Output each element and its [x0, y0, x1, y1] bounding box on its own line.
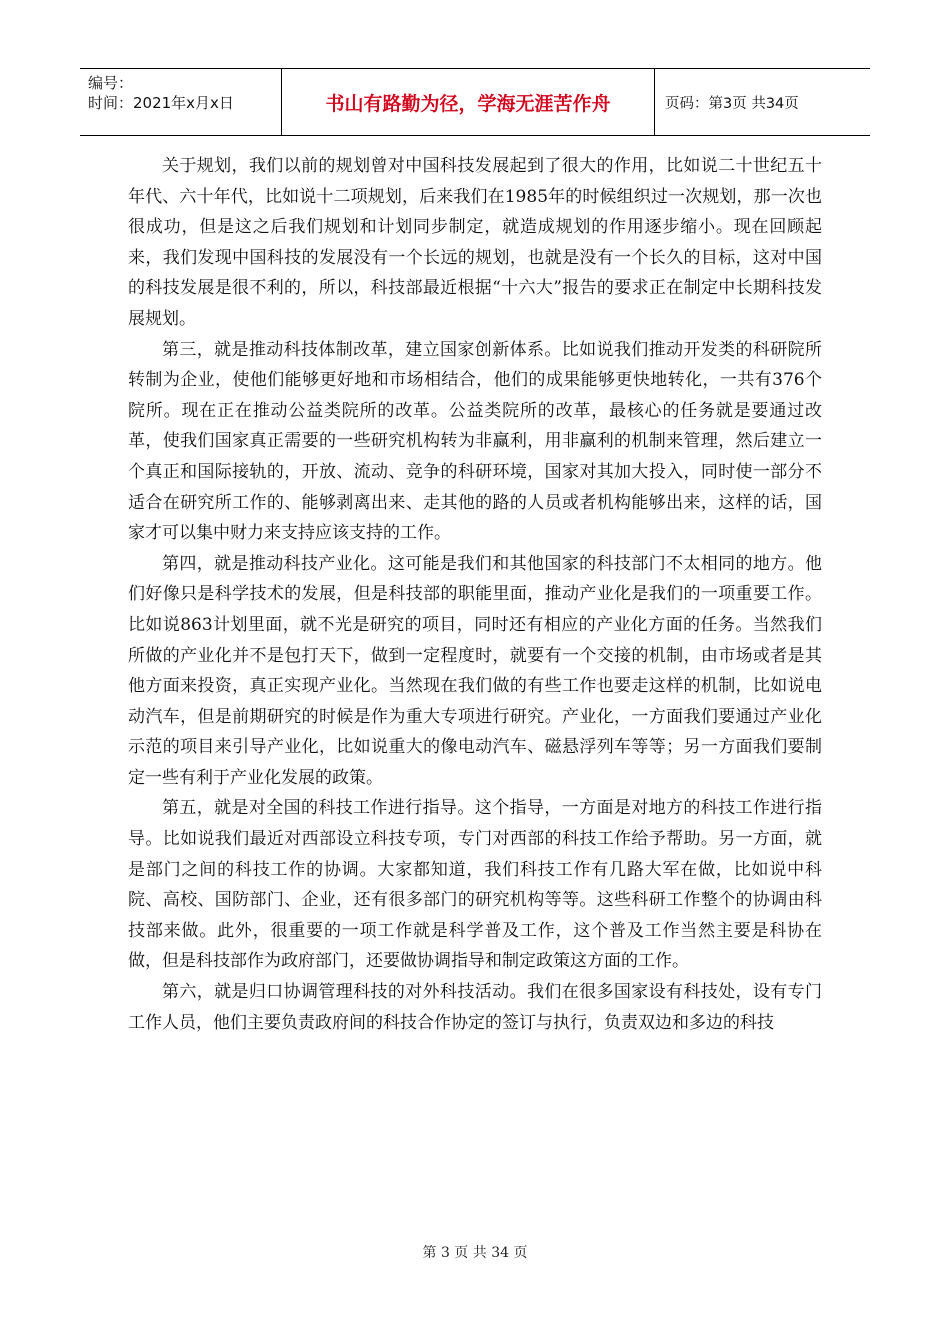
page-footer: 第 3 页 共 34 页: [422, 1245, 528, 1261]
number-label: 编号：: [88, 74, 134, 92]
date-label: 时间：2021年x月x日: [88, 94, 234, 112]
paragraph: 第六，就是归口协调管理科技的对外科技活动。我们在很多国家设有科技处，设有专门工作人员，他们主要负责政府间的科技合作协定的签订与执行，负责双边和多边的科技: [128, 982, 822, 1033]
paragraph: 关于规划，我们以前的规划曾对中国科技发展起到了很大的作用，比如说二十世纪五十年代、六十年代，比如说十二项规划，后来我们在1985年的时候组织过一次规划，那一次也很成功，但是这之后我们规划和计划同步制定，就造成规划的作用逐步缩小。现在回顾起来，我们发现中国科技的发展没有一个长远的规划，也就是没有一个长久的目标，这对中国的科技发展是很不利的，所以，科技部最近根据“十六大”报告的要求正在制定中长期科技发展规划。: [128, 156, 822, 329]
page-header: [80, 68, 870, 136]
header-page-info: 页码：第3页 共34页: [665, 95, 799, 112]
paragraph: 第五，就是对全国的科技工作进行指导。这个指导，一方面是对地方的科技工作进行指导。比如说我们最近对西部设立科技专项，专门对西部的科技工作给予帮助。另一方面，就是部门之间的科技工作的协调。大家都知道，我们科技工作有几路大军在做，比如说中科院、高校、国防部门、企业，还有很多部门的研究机构等等。这些科研工作整个的协调由科技部来做。此外，很重要的一项工作就是科学普及工作，这个普及工作当然主要是科协在做，但是科技部作为政府部门，还要做协调指导和制定政策这方面的工作。: [128, 798, 822, 972]
document-body: [128, 151, 822, 1038]
paragraph: 第三，就是推动科技体制改革，建立国家创新体系。比如说我们推动开发类的科研院所转制为企业，使他们能够更好地和市场相结合，他们的成果能够更快地转化，一共有376个院所。现在正在推动公益类院所的改革。公益类院所的改革，最核心的任务就是要通过改革，使我们国家真正需要的一些研究机构转为非赢利，用非赢利的机制来管理，然后建立一个真正和国际接轨的，开放、流动、竞争的科研环境，国家对其加大投入，同时使一部分不适合在研究所工作的、能够剥离出来、走其他的路的人员或者机构能够出来，这样的话，国家才可以集中财力来支持应该支持的工作。: [128, 339, 822, 544]
header-motto: 书山有路勤为径，学海无涯苦作舟: [281, 69, 655, 135]
paragraph: 第四，就是推动科技产业化。这可能是我们和其他国家的科技部门不太相同的地方。他们好像只是科学技术的发展，但是科技部的职能里面，推动产业化是我们的一项重要工作。比如说863计划里面，就不光是研究的项目，同时还有相应的产业化方面的任务。当然我们所做的产业化并不是包打天下，做到一定程度时，就要有一个交接的机制，由市场或者是其他方面来投资，真正实现产业化。当然现在我们做的有些工作也要走这样的机制，比如说电动汽车，但是前期研究的时候是作为重大专项进行研究。产业化，一方面我们要通过产业化示范的项目来引导产业化，比如说重大的像电动汽车、磁悬浮列车等等；另一方面我们要制定一些有利于产业化发展的政策。: [128, 553, 822, 788]
header-meta: [80, 69, 281, 135]
